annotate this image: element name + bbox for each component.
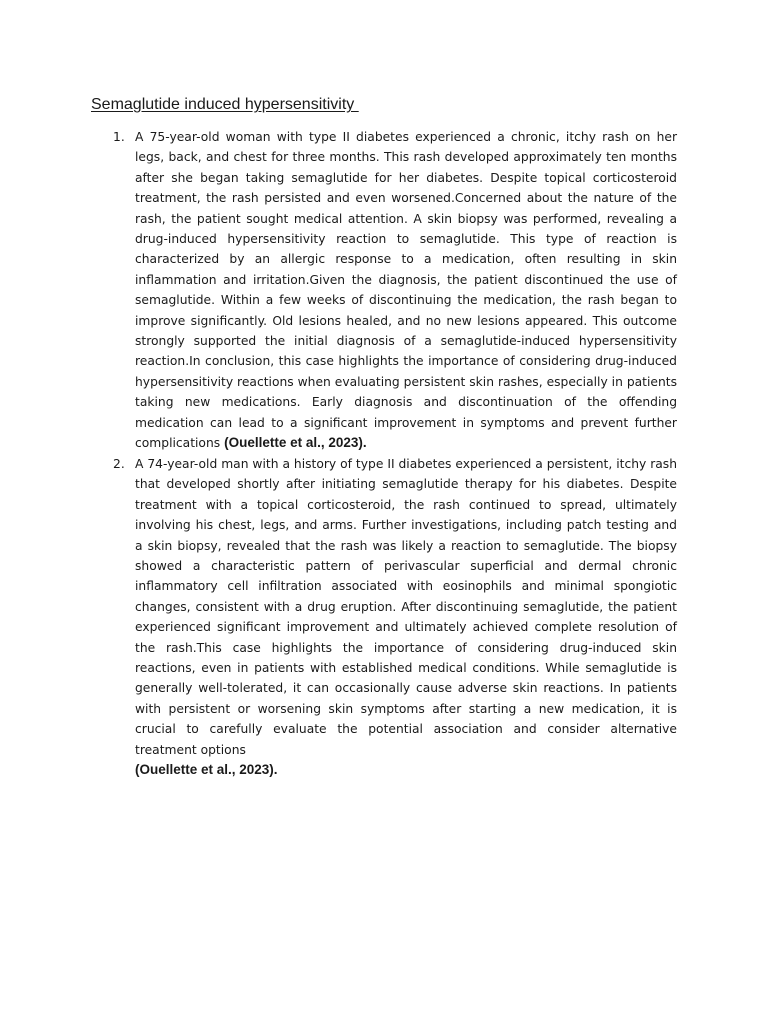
case-citation: (Ouellette et al., 2023). — [135, 762, 278, 778]
case-paragraph — [135, 454, 677, 781]
case-list-item-2-container — [113, 454, 677, 781]
case-citation: (Ouellette et al., 2023). — [224, 435, 367, 451]
case-body-text: A 74-year-old man with a history of type II diabetes experienced a persistent, itchy rash that developed shortly after initiating semaglutide therapy for his diabetes. Despite treatment with a topical corticosteroid, the rash continued to spread, ultimately involving his chest, legs, and arms. Further investigations, including patch testing and a skin biopsy, revealed that the rash was likely a reaction to semaglutide. The biopsy showed a characteristic pattern of perivascular superficial and dermal chronic inflammatory cell infiltration associated with eosinophils and minimal spongiotic changes, consistent with a drug eruption. After discontinuing semaglutide, the patient experienced significant improvement and ultimately achieved complete resolution of the rash.This case highlights the importance of considering drug-induced skin reactions, even in patients with established medical conditions. While semaglutide is generally well-tolerated, it can occasionally cause adverse skin reactions. In patients with persistent or worsening skin symptoms after starting a new medication, it is crucial to carefully evaluate the potential association and consider alternative treatment options — [135, 457, 677, 757]
case-number: 2. — [113, 457, 125, 471]
case-paragraph — [135, 127, 677, 454]
case-body-text: A 75-year-old woman with type II diabetes experienced a chronic, itchy rash on her legs, back, and chest for three months. This rash developed approximately ten months after she began taking semaglutide for her diabetes. Despite topical corticosteroid treatment, the rash persisted and even worsened.Concerned about the nature of the rash, the patient sought medical attention. A skin biopsy was performed, revealing a drug-induced hypersensitivity reaction to semaglutide. This type of reaction is characterized by an allergic response to a medication, often resulting in skin inflammation and irritation.Given the diagnosis, the patient discontinued the use of semaglutide. Within a few weeks of discontinuing the medication, the rash began to improve significantly. Old lesions healed, and no new lesions appeared. This outcome strongly supported the initial diagnosis of a semaglutide-induced hypersensitivity reaction.In conclusion, this case highlights the importance of considering drug-induced hypersensitivity reactions when evaluating persistent skin rashes, especially in patients taking new medications. Early diagnosis and discontinuation of the offending medication can lead to a significant improvement in symptoms and prevent further complications — [135, 130, 677, 451]
case-list-item-1-container — [113, 127, 677, 454]
case-report-2 — [113, 454, 677, 781]
case-report-1 — [113, 127, 677, 454]
document-title: Semaglutide induced hypersensitivity — [91, 96, 359, 113]
case-number: 1. — [113, 130, 125, 144]
